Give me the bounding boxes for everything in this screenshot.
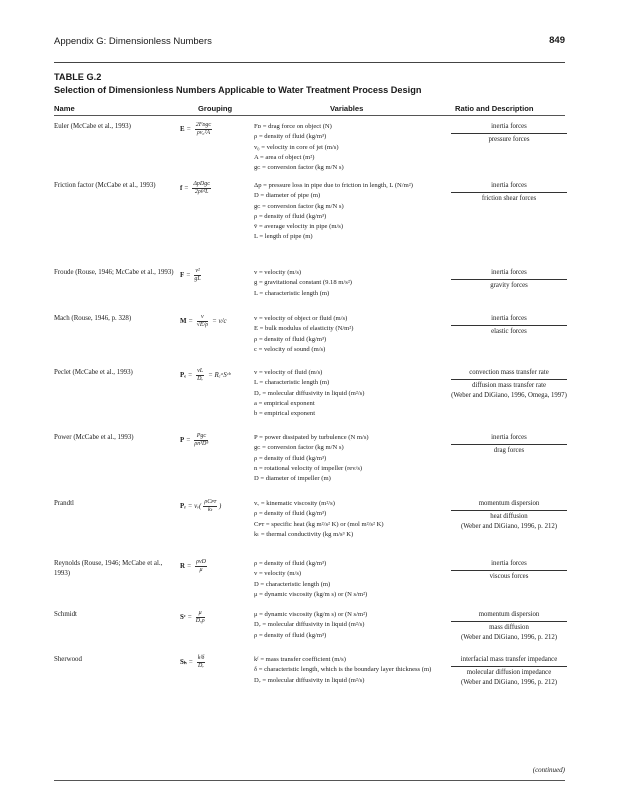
grouping-symbol: P — [180, 437, 185, 445]
grouping-denominator: ρv₀²A — [196, 130, 210, 136]
row-name: Reynolds (Rouse, 1946; McCabe et al., 1993) — [54, 560, 163, 577]
col-header-name: Name — [54, 104, 75, 113]
grouping-fraction — [196, 610, 205, 625]
row-ratio — [451, 655, 567, 688]
row-name: Euler (McCabe et al., 1993) — [54, 123, 131, 130]
grouping-extra: = RₑᵃSᶜᵇ — [208, 372, 231, 380]
col-header-grouping: Grouping — [198, 104, 233, 113]
ratio-denominator: diffusion mass transfer rate — [471, 382, 547, 389]
variable-definition: ρ = density of fluid (kg/m³) — [254, 631, 327, 639]
grouping-fraction — [192, 181, 211, 196]
ratio-numerator: inertia forces — [451, 314, 567, 326]
variable-definition: Δp = pressure loss in pipe due to friction in length, L (N/m²) — [254, 182, 413, 189]
variable-definition: ρ = density of fluid (kg/m³) — [254, 510, 327, 518]
ratio-numerator: momentum dispersion — [451, 610, 567, 622]
row-name: Power (McCabe et al., 1993) — [54, 434, 134, 441]
variable-definition: D = characteristic length (m) — [254, 580, 331, 588]
row-variables — [254, 181, 450, 243]
row-grouping: Pₑ = $\frac{vL}{\text{Dᵥ}}$ = RₑᵃSᶜᵇ — [180, 368, 231, 382]
row-name: Sherwood — [54, 656, 82, 663]
variable-definition: Dᵥ = molecular diffusivity in liquid (m²/s) — [254, 621, 365, 629]
row-ratio — [451, 559, 567, 582]
variable-definition: D = diameter of pipe (m) — [254, 192, 321, 200]
grouping-denominator: ρn³D⁵ — [194, 441, 209, 447]
row-name: Peclet (McCabe et al., 1993) — [54, 369, 133, 376]
grouping-fraction — [195, 559, 207, 574]
grouping-numerator: Pgᴄ — [194, 433, 208, 441]
variable-definition: Cᴘᴛ = specific heat (kg m²/s² K) or (mol m²/s² K) — [254, 520, 384, 528]
ratio-denominator: drag forces — [493, 447, 525, 454]
ratio-numerator: inertia forces — [451, 559, 567, 571]
row-grouping — [180, 499, 252, 514]
variable-definition: P = power dissipated by turbulence (N m/s) — [254, 434, 369, 441]
ratio-denominator: viscous forces — [489, 573, 529, 580]
grouping-symbol: Pₑ — [180, 372, 186, 380]
variable-definition: L = characteristic length (m) — [254, 289, 330, 297]
row-name: Mach (Rouse, 1946, p. 328) — [54, 315, 132, 322]
row-grouping: f = $\frac{\text{ΔpDgᴄ}}{\text{2ρv̄²L}}$ — [180, 181, 210, 195]
variable-definition: L = length of pipe (m) — [254, 233, 313, 241]
row-ratio — [451, 268, 567, 291]
grouping-fraction — [194, 268, 200, 283]
grouping-numerator: ρCᴘᴛ — [204, 499, 216, 505]
ratio-denominator: gravity forces — [490, 282, 528, 289]
variable-definition: δ = characteristic length, which is the boundary layer thickness (m) — [254, 666, 432, 674]
ratio-denominator: elastic forces — [491, 328, 527, 335]
grouping-fraction — [203, 499, 217, 514]
row-variables — [254, 559, 450, 600]
grouping-symbol: F — [180, 272, 185, 280]
row-variables — [254, 268, 450, 299]
variable-definition: v = velocity (m/s) — [254, 570, 302, 578]
grouping-fraction — [197, 655, 206, 670]
grouping-fraction — [197, 314, 209, 329]
row-variables — [254, 610, 450, 641]
variable-definition: Dᵥ = molecular diffusivity in liquid (m²/s) — [254, 389, 365, 397]
row-variables — [254, 122, 450, 173]
row-name: Friction factor (McCabe et al., 1993) — [54, 182, 156, 189]
variable-definition: c = velocity of sound (m/s) — [254, 345, 326, 353]
grouping-denominator: Dᵥ — [197, 663, 204, 669]
grouping-symbol: f — [180, 185, 183, 193]
variable-definition: g = gravitational constant (9.18 m/s²) — [254, 279, 352, 287]
ratio-citation: (Weber and DiGiano, 1996, p. 212) — [460, 679, 558, 686]
ratio-numerator: inertia forces — [451, 433, 567, 445]
variable-definition: v = velocity of fluid (m/s) — [254, 369, 323, 376]
ratio-denominator: molecular diffusion impedance — [466, 669, 552, 676]
variable-definition: kₜ = thermal conductivity (kg m/s³ K) — [254, 530, 354, 538]
grouping-fraction — [196, 368, 204, 383]
ratio-numerator: inertia forces — [451, 268, 567, 280]
variable-definition: D = diameter of impeller (m) — [254, 475, 331, 483]
variable-definition: v = velocity (m/s) — [254, 269, 302, 276]
grouping-prefix: = vᵥ( — [187, 503, 202, 511]
variable-definition: v₀ = velocity in core of jet (m/s) — [254, 143, 339, 151]
table-label: TABLE G.2 — [54, 72, 102, 82]
ratio-denominator: mass diffusion — [489, 624, 529, 631]
ratio-citation: (Weber and DiGiano, 1996, Omega, 1997) — [451, 392, 567, 399]
grouping-numerator: μ — [196, 610, 205, 618]
row-grouping: P = $\frac{\text{Pgᴄ}}{\text{ρn³D⁵}}$ — [180, 433, 209, 447]
row-ratio — [451, 610, 567, 643]
variable-definition: μ = dynamic viscosity (kg/m s) or (N s/m²) — [254, 590, 368, 598]
variable-definition: ρ = density of fluid (kg/m³) — [254, 335, 327, 343]
variable-definition: gᴄ = conversion factor (kg m/N s) — [254, 164, 344, 172]
variable-definition: gᴄ = conversion factor (kg m/N s) — [254, 202, 344, 210]
table-header-rule — [54, 115, 565, 116]
grouping-numerator: kᶠδ — [197, 655, 205, 661]
row-ratio — [451, 122, 567, 145]
ratio-denominator: pressure forces — [488, 136, 530, 143]
grouping-symbol: E — [180, 126, 185, 134]
variable-definition: v̄ = average velocity in pipe (m/s) — [254, 223, 344, 231]
row-variables — [254, 655, 450, 686]
grouping-numerator: ΔpDgᴄ — [193, 181, 210, 187]
variable-definition: Dᵥ = molecular diffusivity in liquid (m²/s) — [254, 676, 365, 684]
ratio-denominator: heat diffusion — [490, 513, 528, 520]
variable-definition: A = area of object (m²) — [254, 153, 315, 161]
col-header-ratio: Ratio and Description — [455, 104, 534, 113]
continued-note: (continued) — [532, 766, 565, 774]
grouping-symbol: R — [180, 563, 185, 571]
grouping-denominator: μ — [199, 567, 203, 573]
row-grouping: Sᶜ = $\frac{\mu}{\text{Dᵥρ}}$ — [180, 610, 205, 624]
variable-definition: Fᴅ = drag force on object (N) — [254, 123, 332, 130]
variable-definition: kᶠ = mass transfer coefficient (m/s) — [254, 656, 346, 663]
row-variables — [254, 368, 450, 419]
variable-definition: ρ = density of fluid (kg/m³) — [254, 212, 327, 220]
running-header: Appendix G: Dimensionless Numbers — [54, 36, 212, 47]
variable-definition: L = characteristic length (m) — [254, 379, 330, 387]
ratio-numerator: interfacial mass transfer impedance — [451, 655, 567, 667]
row-ratio — [451, 433, 567, 456]
grouping-denominator: √E/ρ — [196, 322, 209, 328]
ratio-numerator: inertia forces — [451, 122, 567, 134]
row-ratio — [451, 181, 567, 204]
variable-definition: ρ = density of fluid (kg/m³) — [254, 454, 327, 462]
row-name: Froude (Rouse, 1946; McCabe et al., 1993) — [54, 269, 174, 276]
variable-definition: μ = dynamic viscosity (kg/m s) or (N s/m²) — [254, 611, 368, 618]
row-ratio — [451, 368, 567, 401]
row-variables — [254, 314, 450, 355]
row-variables — [254, 499, 450, 540]
grouping-numerator: 2Fᴅgᴄ — [195, 122, 212, 128]
ratio-citation: (Weber and DiGiano, 1996, p. 212) — [460, 634, 558, 641]
grouping-extra: = v/c — [212, 318, 227, 326]
row-variables — [254, 433, 450, 484]
ratio-numerator: convection mass transfer rate — [451, 368, 567, 380]
grouping-symbol: Pᵣ — [180, 503, 186, 511]
variable-definition: a = empirical exponent — [254, 399, 315, 407]
ratio-numerator: inertia forces — [451, 181, 567, 193]
grouping-suffix: ) — [218, 503, 222, 511]
page-number: 849 — [549, 35, 565, 46]
table-title: Selection of Dimensionless Numbers Applicable to Water Treatment Process Design — [54, 85, 422, 95]
grouping-fraction — [195, 122, 212, 137]
row-grouping: E = $\frac{\text{2Fᴅgᴄ}}{\text{ρv₀²A}}$ — [180, 122, 212, 136]
row-ratio — [451, 314, 567, 337]
grouping-numerator: vL — [197, 368, 204, 374]
row-name: Schmidt — [54, 611, 77, 618]
grouping-symbol: Sᶜ — [180, 614, 186, 622]
variable-definition: ρ = density of fluid (kg/m³) — [254, 560, 327, 567]
grouping-numerator: v² — [195, 268, 200, 274]
grouping-denominator: Dᵥ — [197, 376, 204, 382]
row-grouping: M = $\frac{v}{√E/\rho}$ = v/c — [180, 314, 227, 328]
grouping-symbol: Sₕ — [180, 659, 187, 667]
row-grouping: Sₕ = $\frac{\text{kᶠδ}}{\text{Dᵥ}}$ — [180, 655, 205, 669]
variable-definition: vᵥ = kinematic viscosity (m²/s) — [254, 500, 335, 507]
grouping-numerator: v — [197, 314, 209, 322]
header-rule — [54, 62, 565, 63]
variable-definition: E = bulk modulus of elasticity (N/m²) — [254, 325, 354, 333]
grouping-denominator: 2ρv̄²L — [194, 189, 209, 195]
row-name: Prandtl — [54, 500, 74, 507]
col-header-variables: Variables — [330, 104, 364, 113]
variable-definition: gᴄ = conversion factor (kg m/N s) — [254, 444, 344, 452]
grouping-numerator: ρvD — [196, 559, 206, 565]
variable-definition: v = velocity of object or fluid (m/s) — [254, 315, 348, 322]
row-grouping: F = $\frac{\text{v²}}{gL}$ — [180, 268, 201, 282]
grouping-denominator: kₜ — [207, 507, 213, 513]
footer-rule — [54, 780, 565, 781]
ratio-citation: (Weber and DiGiano, 1996, p. 212) — [460, 523, 558, 530]
row-grouping: R = $\frac{\text{ρvD}}{\mu}$ — [180, 559, 206, 573]
grouping-fraction — [194, 433, 208, 448]
ratio-numerator: momentum dispersion — [451, 499, 567, 511]
ratio-denominator: friction shear forces — [481, 195, 537, 202]
variable-definition: n = rotational velocity of impeller (rev/s) — [254, 464, 363, 472]
grouping-symbol: M — [180, 318, 187, 326]
variable-definition: b = empirical exponent — [254, 410, 316, 418]
grouping-denominator: Dᵥρ — [195, 618, 205, 624]
row-ratio — [451, 499, 567, 532]
variable-definition: ρ = density of fluid (kg/m³) — [254, 133, 327, 141]
grouping-denominator: gL — [194, 276, 201, 282]
